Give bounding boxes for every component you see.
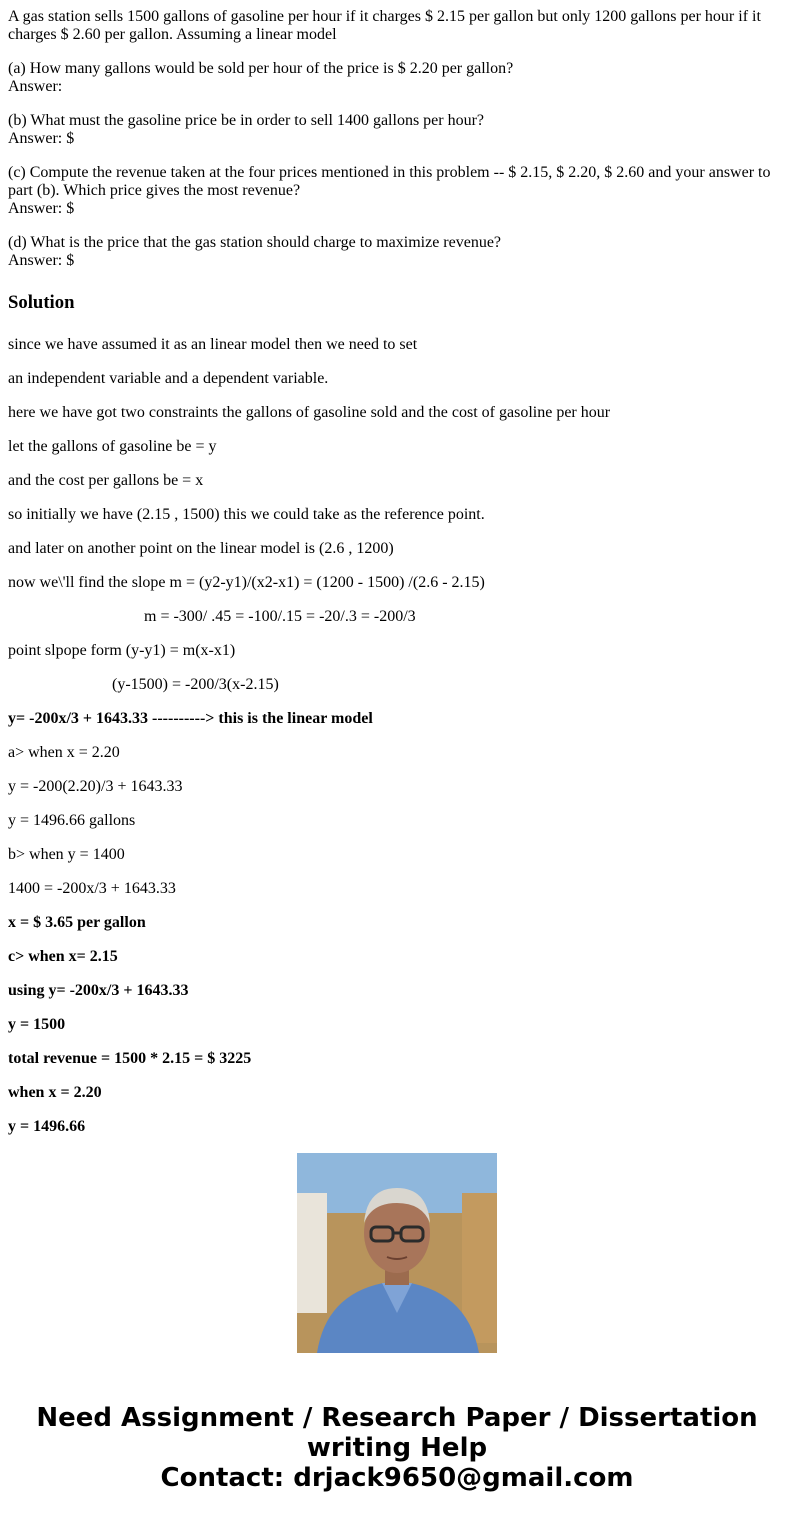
solution-line: y= -200x/3 + 1643.33 ----------> this is the linear model bbox=[8, 710, 373, 727]
solution-line: b> when y = 1400 bbox=[8, 846, 125, 863]
question-part-a-answer: Answer: bbox=[8, 78, 63, 95]
solution-line: y = -200(2.20)/3 + 1643.33 bbox=[8, 778, 183, 795]
solution-body bbox=[8, 336, 786, 1152]
promo-line-1: Need Assignment / Research Paper / Dissertation bbox=[36, 1403, 758, 1433]
solution-line: y = 1496.66 gallons bbox=[8, 812, 136, 829]
solution-line: now we\'ll find the slope m = (y2-y1)/(x2-x1) = (1200 - 1500) /(2.6 - 2.15) bbox=[8, 574, 485, 591]
question-block bbox=[8, 8, 786, 270]
solution-line: a> when x = 2.20 bbox=[8, 744, 120, 761]
question-part-a-text: (a) How many gallons would be sold per hour of the price is $ 2.20 per gallon? bbox=[8, 60, 514, 77]
solution-line: c> when x= 2.15 bbox=[8, 948, 118, 965]
question-part-c bbox=[8, 164, 786, 218]
solution-line: point slpope form (y-y1) = m(x-x1) bbox=[8, 642, 236, 659]
solution-heading: Solution bbox=[8, 292, 75, 313]
author-portrait-image bbox=[297, 1153, 497, 1353]
solution-line: y = 1500 bbox=[8, 1016, 66, 1033]
document-content bbox=[8, 0, 786, 1135]
question-part-b-text: (b) What must the gasoline price be in order to sell 1400 gallons per hour? bbox=[8, 112, 485, 129]
question-part-c-answer: Answer: $ bbox=[8, 200, 75, 217]
solution-line: total revenue = 1500 * 2.15 = $ 3225 bbox=[8, 1050, 252, 1067]
solution-line: and the cost per gallons be = x bbox=[8, 472, 204, 489]
question-part-c-text: (c) Compute the revenue taken at the four prices mentioned in this problem -- $ 2.15, $ 2.20, $ 2.60 and your answer to part (b). Which price gives the most revenue? bbox=[8, 164, 771, 199]
question-intro: A gas station sells 1500 gallons of gasoline per hour if it charges $ 2.15 per gallon but only 1200 gallons per hour if it charges $ 2.60 per gallon. Assuming a linear model bbox=[8, 8, 761, 43]
solution-line: using y= -200x/3 + 1643.33 bbox=[8, 982, 189, 999]
question-part-d-answer: Answer: $ bbox=[8, 252, 75, 269]
solution-line: and later on another point on the linear model is (2.6 , 1200) bbox=[8, 540, 394, 557]
promo-banner bbox=[0, 1403, 794, 1493]
question-part-d bbox=[8, 234, 786, 270]
promo-line-2: writing Help bbox=[306, 1433, 488, 1463]
solution-line: since we have assumed it as an linear model then we need to set bbox=[8, 336, 418, 353]
solution-line: when x = 2.20 bbox=[8, 1084, 102, 1101]
solution-line: x = $ 3.65 per gallon bbox=[8, 914, 146, 931]
solution-line: y = 1496.66 bbox=[8, 1118, 86, 1135]
question-part-a bbox=[8, 60, 786, 96]
solution-line: let the gallons of gasoline be = y bbox=[8, 438, 217, 455]
solution-line: m = -300/ .45 = -100/.15 = -20/.3 = -200/3 bbox=[144, 608, 416, 625]
solution-line: here we have got two constraints the gallons of gasoline sold and the cost of gasoline per hour bbox=[8, 404, 611, 421]
solution-line: 1400 = -200x/3 + 1643.33 bbox=[8, 880, 176, 897]
solution-line: an independent variable and a dependent variable. bbox=[8, 370, 329, 387]
question-part-b-answer: Answer: $ bbox=[8, 130, 75, 147]
question-part-b bbox=[8, 112, 786, 148]
author-avatar bbox=[297, 1153, 497, 1353]
solution-line: so initially we have (2.15 , 1500) this we could take as the reference point. bbox=[8, 506, 485, 523]
solution-line: (y-1500) = -200/3(x-2.15) bbox=[112, 676, 279, 693]
promo-contact: Contact: drjack9650@gmail.com bbox=[160, 1463, 634, 1493]
question-part-d-text: (d) What is the price that the gas station should charge to maximize revenue? bbox=[8, 234, 502, 251]
